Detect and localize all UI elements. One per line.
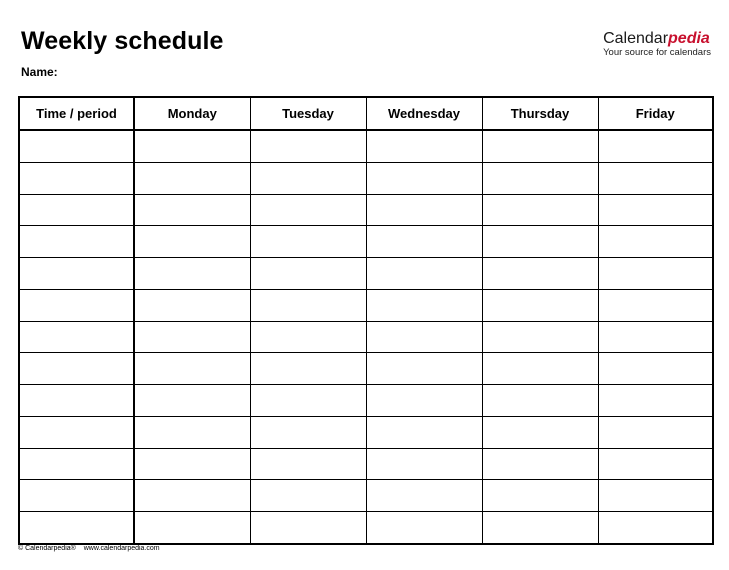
brand-tagline: Your source for calendars <box>603 47 711 58</box>
time-period-cell[interactable] <box>19 448 134 480</box>
table-row <box>19 194 713 226</box>
table-row <box>19 321 713 353</box>
brand-logo <box>603 30 711 58</box>
schedule-cell[interactable] <box>250 353 366 385</box>
column-header-wednesday: Wednesday <box>366 97 482 130</box>
schedule-cell[interactable] <box>134 226 250 258</box>
schedule-cell[interactable] <box>250 194 366 226</box>
table-row <box>19 448 713 480</box>
schedule-cell[interactable] <box>598 226 713 258</box>
schedule-cell[interactable] <box>134 289 250 321</box>
table-row <box>19 289 713 321</box>
time-period-cell[interactable] <box>19 194 134 226</box>
schedule-cell[interactable] <box>366 353 482 385</box>
page-title: Weekly schedule <box>21 27 224 55</box>
schedule-cell[interactable] <box>366 194 482 226</box>
schedule-cell[interactable] <box>366 289 482 321</box>
schedule-cell[interactable] <box>134 480 250 512</box>
column-header-tuesday: Tuesday <box>250 97 366 130</box>
time-period-cell[interactable] <box>19 480 134 512</box>
schedule-cell[interactable] <box>250 512 366 544</box>
schedule-cell[interactable] <box>598 130 713 162</box>
column-header-monday: Monday <box>134 97 250 130</box>
schedule-cell[interactable] <box>366 448 482 480</box>
schedule-cell[interactable] <box>250 162 366 194</box>
schedule-cell[interactable] <box>134 353 250 385</box>
column-header-friday: Friday <box>598 97 713 130</box>
table-row <box>19 385 713 417</box>
table-row <box>19 226 713 258</box>
schedule-cell[interactable] <box>250 448 366 480</box>
schedule-cell[interactable] <box>134 258 250 290</box>
schedule-cell[interactable] <box>482 289 598 321</box>
schedule-cell[interactable] <box>598 321 713 353</box>
table-row <box>19 258 713 290</box>
schedule-cell[interactable] <box>366 130 482 162</box>
column-header-thursday: Thursday <box>482 97 598 130</box>
schedule-cell[interactable] <box>598 162 713 194</box>
schedule-cell[interactable] <box>366 226 482 258</box>
schedule-cell[interactable] <box>250 258 366 290</box>
schedule-cell[interactable] <box>482 321 598 353</box>
table-row <box>19 512 713 544</box>
time-period-cell[interactable] <box>19 258 134 290</box>
schedule-cell[interactable] <box>598 194 713 226</box>
schedule-cell[interactable] <box>482 258 598 290</box>
schedule-cell[interactable] <box>250 289 366 321</box>
table-row <box>19 162 713 194</box>
schedule-cell[interactable] <box>250 385 366 417</box>
schedule-cell[interactable] <box>250 130 366 162</box>
time-period-cell[interactable] <box>19 512 134 544</box>
schedule-cell[interactable] <box>366 162 482 194</box>
time-period-cell[interactable] <box>19 226 134 258</box>
schedule-cell[interactable] <box>598 385 713 417</box>
brand-name-main: Calendar <box>603 30 669 47</box>
time-period-cell[interactable] <box>19 289 134 321</box>
table-header-row <box>19 97 713 130</box>
schedule-cell[interactable] <box>134 448 250 480</box>
footer-copyright: © Calendarpedia® <box>18 545 76 552</box>
footer <box>18 545 160 552</box>
schedule-cell[interactable] <box>482 194 598 226</box>
table-row <box>19 416 713 448</box>
schedule-cell[interactable] <box>366 512 482 544</box>
schedule-cell[interactable] <box>250 416 366 448</box>
time-period-cell[interactable] <box>19 321 134 353</box>
table-row <box>19 480 713 512</box>
schedule-cell[interactable] <box>482 130 598 162</box>
schedule-cell[interactable] <box>482 162 598 194</box>
time-period-cell[interactable] <box>19 130 134 162</box>
schedule-cell[interactable] <box>482 448 598 480</box>
schedule-cell[interactable] <box>598 512 713 544</box>
schedule-cell[interactable] <box>598 353 713 385</box>
schedule-cell[interactable] <box>598 480 713 512</box>
brand-name <box>603 30 711 47</box>
schedule-cell[interactable] <box>250 321 366 353</box>
schedule-cell[interactable] <box>482 416 598 448</box>
schedule-body <box>19 130 713 544</box>
schedule-cell[interactable] <box>134 130 250 162</box>
schedule-cell[interactable] <box>598 448 713 480</box>
schedule-cell[interactable] <box>134 385 250 417</box>
schedule-cell[interactable] <box>482 226 598 258</box>
schedule-cell[interactable] <box>134 321 250 353</box>
schedule-cell[interactable] <box>598 258 713 290</box>
schedule-cell[interactable] <box>134 194 250 226</box>
schedule-cell[interactable] <box>482 353 598 385</box>
table-row <box>19 353 713 385</box>
footer-website: www.calendarpedia.com <box>83 545 160 552</box>
schedule-table <box>18 96 714 545</box>
schedule-cell[interactable] <box>482 385 598 417</box>
time-period-cell[interactable] <box>19 385 134 417</box>
name-label: Name: <box>21 65 58 79</box>
schedule-cell[interactable] <box>250 226 366 258</box>
schedule-cell[interactable] <box>134 162 250 194</box>
schedule-cell[interactable] <box>366 258 482 290</box>
table-row <box>19 130 713 162</box>
schedule-cell[interactable] <box>366 416 482 448</box>
schedule-cell[interactable] <box>366 385 482 417</box>
schedule-cell[interactable] <box>598 416 713 448</box>
schedule-cell[interactable] <box>366 321 482 353</box>
schedule-cell[interactable] <box>482 480 598 512</box>
brand-name-accent: pedia <box>668 30 710 47</box>
time-period-cell[interactable] <box>19 162 134 194</box>
column-header-time-period: Time / period <box>19 97 134 130</box>
time-period-cell[interactable] <box>19 353 134 385</box>
schedule-cell[interactable] <box>134 512 250 544</box>
schedule-cell[interactable] <box>366 480 482 512</box>
schedule-cell[interactable] <box>598 289 713 321</box>
time-period-cell[interactable] <box>19 416 134 448</box>
schedule-cell[interactable] <box>482 512 598 544</box>
schedule-cell[interactable] <box>250 480 366 512</box>
schedule-cell[interactable] <box>134 416 250 448</box>
